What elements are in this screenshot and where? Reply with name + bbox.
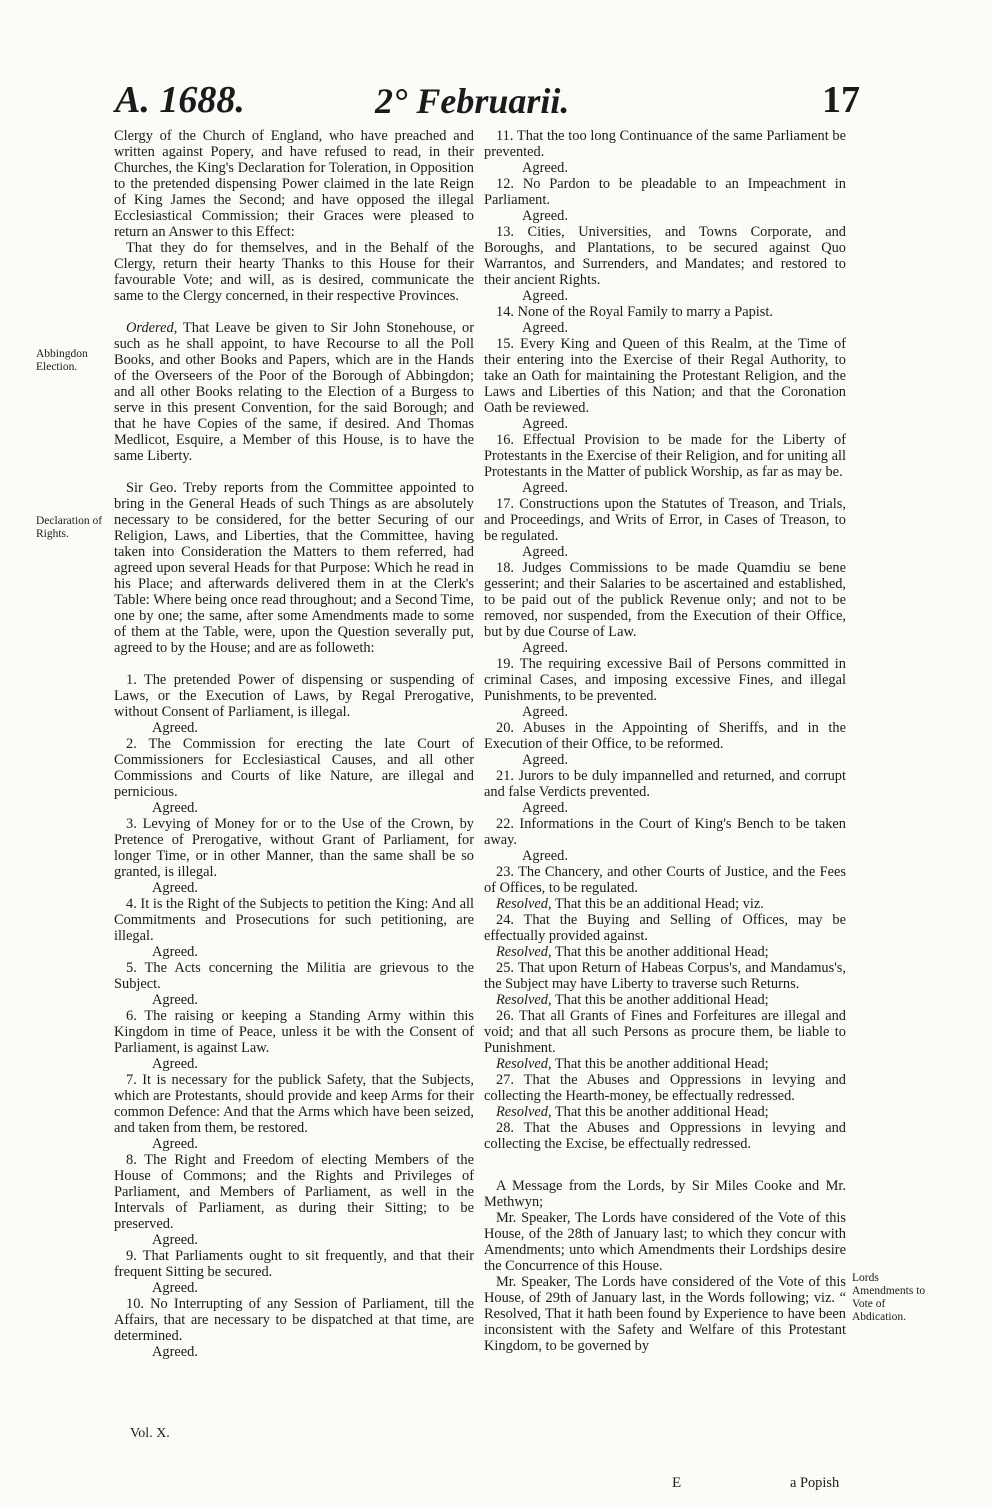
paragraph: That they do for themselves, and in the Behalf of the Clergy, return their hearty Thanks to this House for their favourable Vote; and will, as is desired, communicate the same to the Clergy concerned, in their respective Provinces. [114,240,474,304]
list-item: 12. No Pardon to be pleadable to an Impeachment in Parliament. [484,176,846,208]
page-number: 17 [822,79,860,121]
agreed-label: Agreed. [522,704,568,720]
list-item: 11. That the too long Continuance of the same Parliament be prevented. [484,128,846,160]
list-item: 18. Judges Commissions to be made Quamdiu se bene gesserint; and their Salaries to be ascertained and established, to be paid out of the publick Revenue only; and not to be removed, nor suspended, from the Execution of their Office, but by due Course of Law. [484,560,846,640]
resolved-line [484,944,846,960]
agreed-label: Agreed. [152,1056,198,1072]
list-item: 5. The Acts concerning the Militia are grievous to the Subject. [114,960,474,992]
lords-message: A Message from the Lords, by Sir Miles Cooke and Mr. Methwyn; [484,1178,846,1210]
list-item: 23. The Chancery, and other Courts of Justice, and the Fees of Offices, to be regulated. [484,864,846,896]
margin-note-lords: Lords Amendments to Vote of Abdication. [852,1272,926,1323]
list-item: 13. Cities, Universities, and Towns Corporate, and Boroughs, and Plantations, to be secured against Quo Warrantos, and Surrenders, and Mandates; and restored to their ancient Rights. [484,224,846,288]
resolved-text: That this be an additional Head; viz. [551,896,764,912]
agreed-label: Agreed. [522,288,568,304]
agreed-label: Agreed. [522,752,568,768]
resolved-label: Resolved, [496,896,552,912]
list-item: 19. The requiring excessive Bail of Persons committed in criminal Cases, and imposing excessive Fines, and illegal Punishments, to be prevented. [484,656,846,704]
resolved-text: That this be another additional Head; [551,1104,769,1120]
list-item: 14. None of the Royal Family to marry a Papist. [496,304,773,320]
ordered-text: That Leave be given to Sir John Stonehouse, or such as he shall appoint, to have Recourse to all the Poll Books, and other Books and Papers, which are in the Hands of the Overseers of the Poor of the Borough of Abbingdon; and all other Books relating to the Election of a Burgess to serve in this present Convention, for the said Borough; and that he have Copies of the same, if desired. And Thomas Medlicot, Esquire, a Member of this House, is to have the same Liberty. [114,320,474,464]
list-item: 20. Abuses in the Appointing of Sheriffs, and in the Execution of their Office, to be reformed. [484,720,846,752]
agreed-label: Agreed. [522,544,568,560]
agreed-label: Agreed. [522,640,568,656]
resolved-label: Resolved, [496,1104,552,1120]
agreed-label: Agreed. [522,416,568,432]
resolved-text: That this be another additional Head; [551,944,769,960]
agreed-label: Agreed. [522,320,568,336]
resolved-label: Resolved, [496,992,552,1008]
agreed-label: Agreed. [522,800,568,816]
list-item: 15. Every King and Queen of this Realm, at the Time of their entering into the Exercise of their Regal Authority, to take an Oath for maintaining the Protestant Religion, and the Laws and Liberties of this Nation; and that the Coronation Oath be reviewed. [484,336,846,416]
list-item: 2. The Commission for erecting the late Court of Commissioners for Ecclesiastical Causes, and all other Commissions and Courts of like Nature, are illegal and pernicious. [114,736,474,800]
list-item: 21. Jurors to be duly impannelled and returned, and corrupt and false Verdicts prevented. [484,768,846,800]
paragraph: Mr. Speaker, The Lords have considered of the Vote of this House, of 29th of January last, in the Words following; viz. “ Resolved, That it hath been found by Experience to have been inconsistent with the Safety and Welfare of this Protestant Kingdom, to be governed by [484,1274,846,1354]
resolved-text: That this be another additional Head; [551,992,769,1008]
paragraph-ordered [114,320,474,464]
left-column [114,128,474,1360]
paragraph-report: Sir Geo. Treby reports from the Committee appointed to bring in the General Heads of such Things as are absolutely necessary to be considered, for the better Securing of our Religion, Laws, and Liberties, that the Committee, having taken into Consideration the Matters to them referred, had agreed upon several Heads for that Purpose: Which he read in his Place; and afterwards delivered them in at the Clerk's Table: Where being once read throughout; and a Second Time, one by one; the same, after some Amendments made to some of them at the Table, were, upon the Question severally put, agreed to by the House; and are as followeth: [114,480,474,656]
list-item: 27. That the Abuses and Oppressions in levying and collecting the Hearth-money, be effectually redressed. [484,1072,846,1104]
list-item: 8. The Right and Freedom of electing Members of the House of Commons; and the Rights and Privileges of Parliament, and Members of Parliament, as well in the Intervals of Parliament, as during their Sitting; to be preserved. [114,1152,474,1232]
resolved-line [484,1104,846,1120]
list-item: 3. Levying of Money for or to the Use of the Crown, by Pretence of Prerogative, without Grant of Parliament, for longer Time, or in other Manner, than the same shall be so granted, is illegal. [114,816,474,880]
list-item: 10. No Interrupting of any Session of Parliament, till the Affairs, that are necessary to be dispatched at that time, are determined. [114,1296,474,1344]
agreed-label: Agreed. [152,992,198,1008]
page-header [0,78,992,124]
resolved-line [484,896,846,912]
agreed-label: Agreed. [152,880,198,896]
agreed-label: Agreed. [522,160,568,176]
agreed-label: Agreed. [522,848,568,864]
agreed-label: Agreed. [152,1136,198,1152]
ordered-label: Ordered, [126,320,178,336]
resolved-label: Resolved, [496,944,552,960]
list-item: 6. The raising or keeping a Standing Army within this Kingdom in time of Peace, unless it be with the Consent of Parliament, is against Law. [114,1008,474,1056]
paragraph: Clergy of the Church of England, who have preached and written against Popery, and have refused to read, in their Churches, the King's Declaration for Toleration, in Opposition to the pretended dispensing Power claimed in the late Reign of King James the Second; and have opposed the illegal Ecclesiastical Commission; their Graces were pleased to return an Answer to this Effect: [114,128,474,240]
resolved-line [484,1056,846,1072]
agreed-label: Agreed. [152,1280,198,1296]
volume-label: Vol. X. [130,1426,170,1441]
signature-mark: E [672,1475,682,1491]
header-year: A. 1688. [115,79,245,121]
agreed-label: Agreed. [522,208,568,224]
list-item: 22. Informations in the Court of King's Bench to be taken away. [484,816,846,848]
list-item: 7. It is necessary for the publick Safety, that the Subjects, which are Protestants, should provide and keep Arms for their common Defence: And that the Arms which have been seized, and taken from them, be restored. [114,1072,474,1136]
agreed-label: Agreed. [522,480,568,496]
margin-note-abbingdon: Abbingdon Election. [36,348,88,373]
agreed-label: Agreed. [152,944,198,960]
agreed-label: Agreed. [152,1344,198,1360]
list-item: 25. That upon Return of Habeas Corpus's, and Mandamus's, the Subject may have Liberty to traverse such Returns. [484,960,846,992]
margin-note-declaration: Declaration of Rights. [36,515,103,540]
agreed-label: Agreed. [152,720,198,736]
agreed-label: Agreed. [152,1232,198,1248]
list-item: 1. The pretended Power of dispensing or suspending of Laws, or the Execution of Laws, by Regal Prerogative, without Consent of Parliament, is illegal. [114,672,474,720]
right-column [484,128,846,1354]
list-item: 26. That all Grants of Fines and Forfeitures are illegal and void; and that all such Persons as procure them, be liable to Punishment. [484,1008,846,1056]
list-item: 16. Effectual Provision to be made for the Liberty of Protestants in the Exercise of their Religion, and for uniting all Protestants in the Matter of publick Worship, as far as may be. [484,432,846,480]
list-item: 9. That Parliaments ought to sit frequently, and that their frequent Sitting be secured. [114,1248,474,1280]
resolved-line [484,992,846,1008]
list-item: 17. Constructions upon the Statutes of Treason, and Trials, and Proceedings, and Writs of Error, in Cases of Treason, to be regulated. [484,496,846,544]
list-item: 28. That the Abuses and Oppressions in levying and collecting the Excise, be effectually redressed. [484,1120,846,1152]
catchword: a Popish [790,1475,840,1491]
list-item: 4. It is the Right of the Subjects to petition the King: And all Commitments and Prosecutions for such petitioning, are illegal. [114,896,474,944]
header-date: 2° Februarii. [375,81,570,121]
paragraph: Mr. Speaker, The Lords have considered of the Vote of this House, of the 28th of January last; to which they concur with Amendments; unto which Amendments their Lordships desire the Concurrence of this House. [484,1210,846,1274]
resolved-label: Resolved, [496,1056,552,1072]
resolved-text: That this be another additional Head; [551,1056,769,1072]
list-item: 24. That the Buying and Selling of Offices, may be effectually provided against. [484,912,846,944]
agreed-label: Agreed. [152,800,198,816]
